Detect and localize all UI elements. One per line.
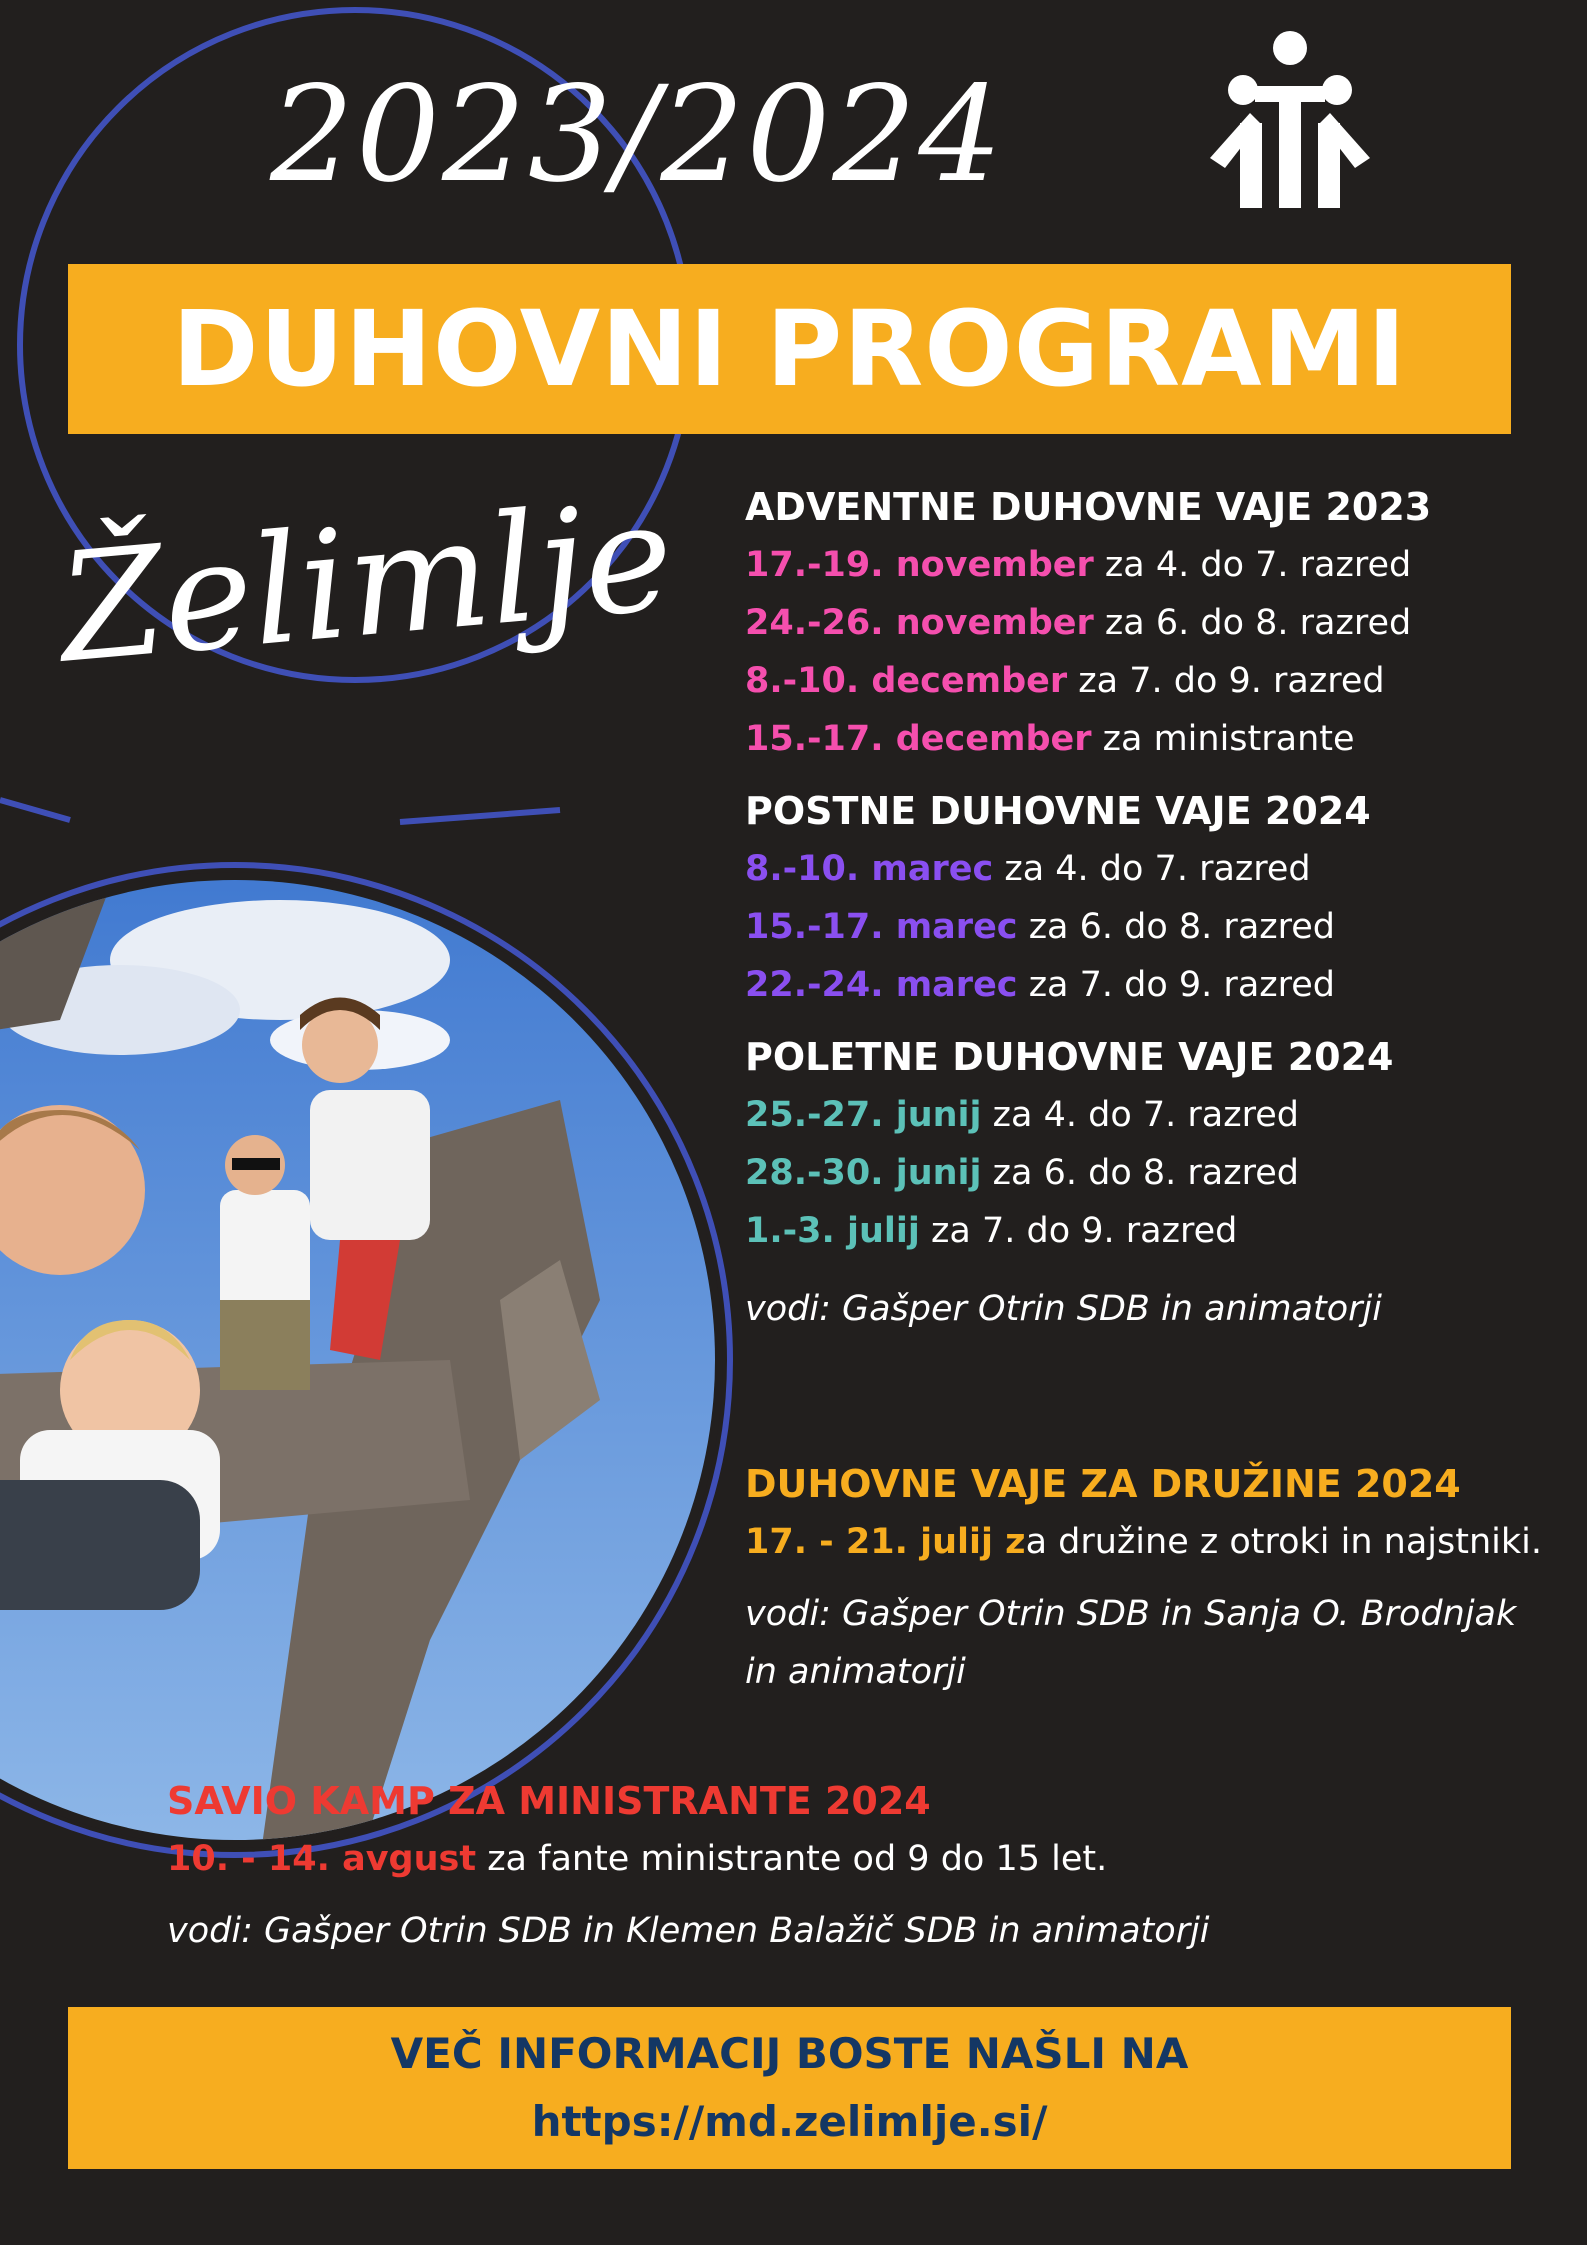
schedule-date: 8.-10. marec — [745, 849, 994, 889]
schedule-date: 15.-17. december — [745, 719, 1092, 759]
section-advent — [745, 478, 1565, 768]
section-heading: POSTNE DUHOVNE VAJE 2024 — [745, 789, 1371, 833]
title-banner — [68, 264, 1511, 434]
section-heading: DUHOVNE VAJE ZA DRUŽINE 2024 — [745, 1462, 1461, 1506]
schedule-text: za 4. do 7. razred — [1093, 545, 1412, 585]
schedule-row — [745, 710, 1565, 768]
schedule-row — [745, 956, 1565, 1014]
schedule-row — [745, 594, 1565, 652]
leader-note-continued: in animatorji — [745, 1652, 966, 1692]
schedule-row — [745, 840, 1565, 898]
retreat-schedule — [745, 478, 1565, 1338]
schedule-date: 1.-3. julij — [745, 1211, 920, 1251]
schedule-text: za 6. do 8. razred — [981, 1153, 1299, 1193]
schedule-date: 24.-26. november — [745, 603, 1094, 643]
leader-note: vodi: Gašper Otrin SDB in Klemen Balažič SDB in animatorji — [167, 1911, 1210, 1951]
schedule-text: za 4. do 7. razred — [981, 1095, 1299, 1135]
schedule-text: za 6. do 8. razred — [1017, 907, 1336, 947]
year-title: 2023/2024 — [270, 58, 1005, 212]
footer-line: VEČ INFORMACIJ BOSTE NAŠLI NA — [390, 2029, 1189, 2078]
leader-note: vodi: Gašper Otrin SDB in Sanja O. Brodnjak — [745, 1594, 1517, 1634]
schedule-date: 25.-27. junij — [745, 1095, 982, 1135]
three-figures-logo-icon — [1205, 28, 1375, 208]
schedule-date: 8.-10. december — [745, 661, 1068, 701]
schedule-row — [745, 1202, 1565, 1260]
schedule-row — [745, 652, 1565, 710]
schedule-text: za ministrante — [1091, 719, 1355, 759]
schedule-text: za 7. do 9. razred — [919, 1211, 1238, 1251]
section-heading: SAVIO KAMP ZA MINISTRANTE 2024 — [167, 1779, 931, 1823]
schedule-date: 28.-30. junij — [745, 1153, 982, 1193]
schedule-date-tail: z — [993, 1522, 1026, 1562]
schedule-row — [167, 1830, 1547, 1888]
schedule-text: za fante ministrante od 9 do 15 let. — [476, 1839, 1108, 1879]
website-link[interactable]: https://md.zelimlje.si/ — [531, 2097, 1048, 2146]
main-title: DUHOVNI PROGRAMI — [172, 288, 1407, 410]
schedule-text: za 7. do 9. razred — [1067, 661, 1385, 701]
place-name: Želimlje — [52, 469, 680, 697]
section-heading: ADVENTNE DUHOVNE VAJE 2023 — [745, 485, 1432, 529]
schedule-date: 15.-17. marec — [745, 907, 1018, 947]
leader-note: vodi: Gašper Otrin SDB in animatorji — [745, 1289, 1382, 1329]
schedule-text: za 7. do 9. razred — [1017, 965, 1336, 1005]
section-summer — [745, 1028, 1565, 1338]
section-family — [745, 1455, 1565, 1701]
section-lent — [745, 782, 1565, 1014]
schedule-row — [745, 1086, 1565, 1144]
schedule-row — [745, 536, 1565, 594]
info-footer — [68, 2007, 1511, 2169]
section-savio — [167, 1772, 1547, 1960]
schedule-row — [745, 1513, 1565, 1571]
schedule-text: za 4. do 7. razred — [993, 849, 1311, 889]
section-heading: POLETNE DUHOVNE VAJE 2024 — [745, 1035, 1394, 1079]
schedule-text: za 6. do 8. razred — [1093, 603, 1412, 643]
schedule-text: a družine z otroki in najstniki. — [1025, 1522, 1543, 1562]
schedule-date: 17. - 21. julij — [745, 1522, 993, 1562]
schedule-row — [745, 898, 1565, 956]
schedule-date: 10. - 14. avgust — [167, 1839, 477, 1879]
schedule-date: 17.-19. november — [745, 545, 1094, 585]
schedule-row — [745, 1144, 1565, 1202]
schedule-date: 22.-24. marec — [745, 965, 1018, 1005]
